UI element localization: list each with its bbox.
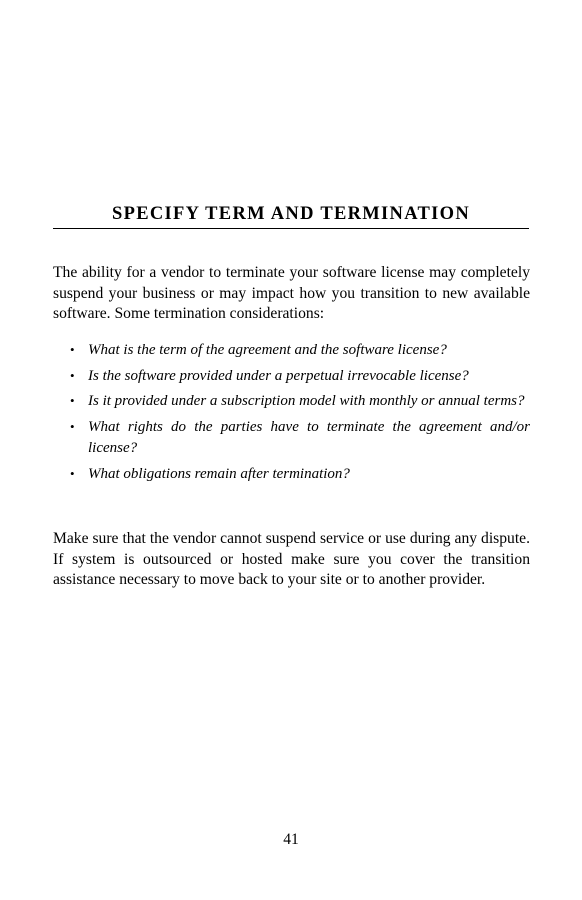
list-item-text: What is the term of the agreement and the software license?	[88, 342, 447, 358]
bullet-icon: •	[70, 419, 75, 435]
list-item	[70, 391, 530, 412]
bullet-icon: •	[70, 465, 75, 481]
intro-paragraph: The ability for a vendor to terminate your software license may completely suspend your business or may impact how you transition to new available software. Some termination considerations:	[53, 264, 530, 323]
bullet-icon: •	[70, 367, 75, 383]
section-heading: SPECIFY TERM AND TERMINATION	[53, 202, 529, 229]
list-item	[70, 366, 530, 387]
bullet-icon: •	[70, 342, 75, 357]
list-item-text: What obligations remain after termination?	[88, 465, 350, 482]
list-item	[70, 464, 530, 485]
list-item	[70, 417, 530, 458]
list-item-text: Is the software provided under a perpetual irrevocable license?	[88, 367, 469, 384]
considerations-list	[70, 340, 530, 489]
list-item-text: What rights do the parties have to terminate the agreement and/or license?	[88, 419, 530, 456]
bullet-icon: •	[70, 393, 75, 409]
page-number: 41	[283, 831, 299, 848]
closing-paragraph: Make sure that the vendor cannot suspend service or use during any dispute. If system is outsourced or hosted make sure you cover the transition assistance necessary to move back to your site or to another provider.	[53, 530, 530, 589]
list-item	[70, 340, 530, 361]
list-item-text: Is it provided under a subscription model with monthly or annual terms?	[88, 393, 525, 410]
